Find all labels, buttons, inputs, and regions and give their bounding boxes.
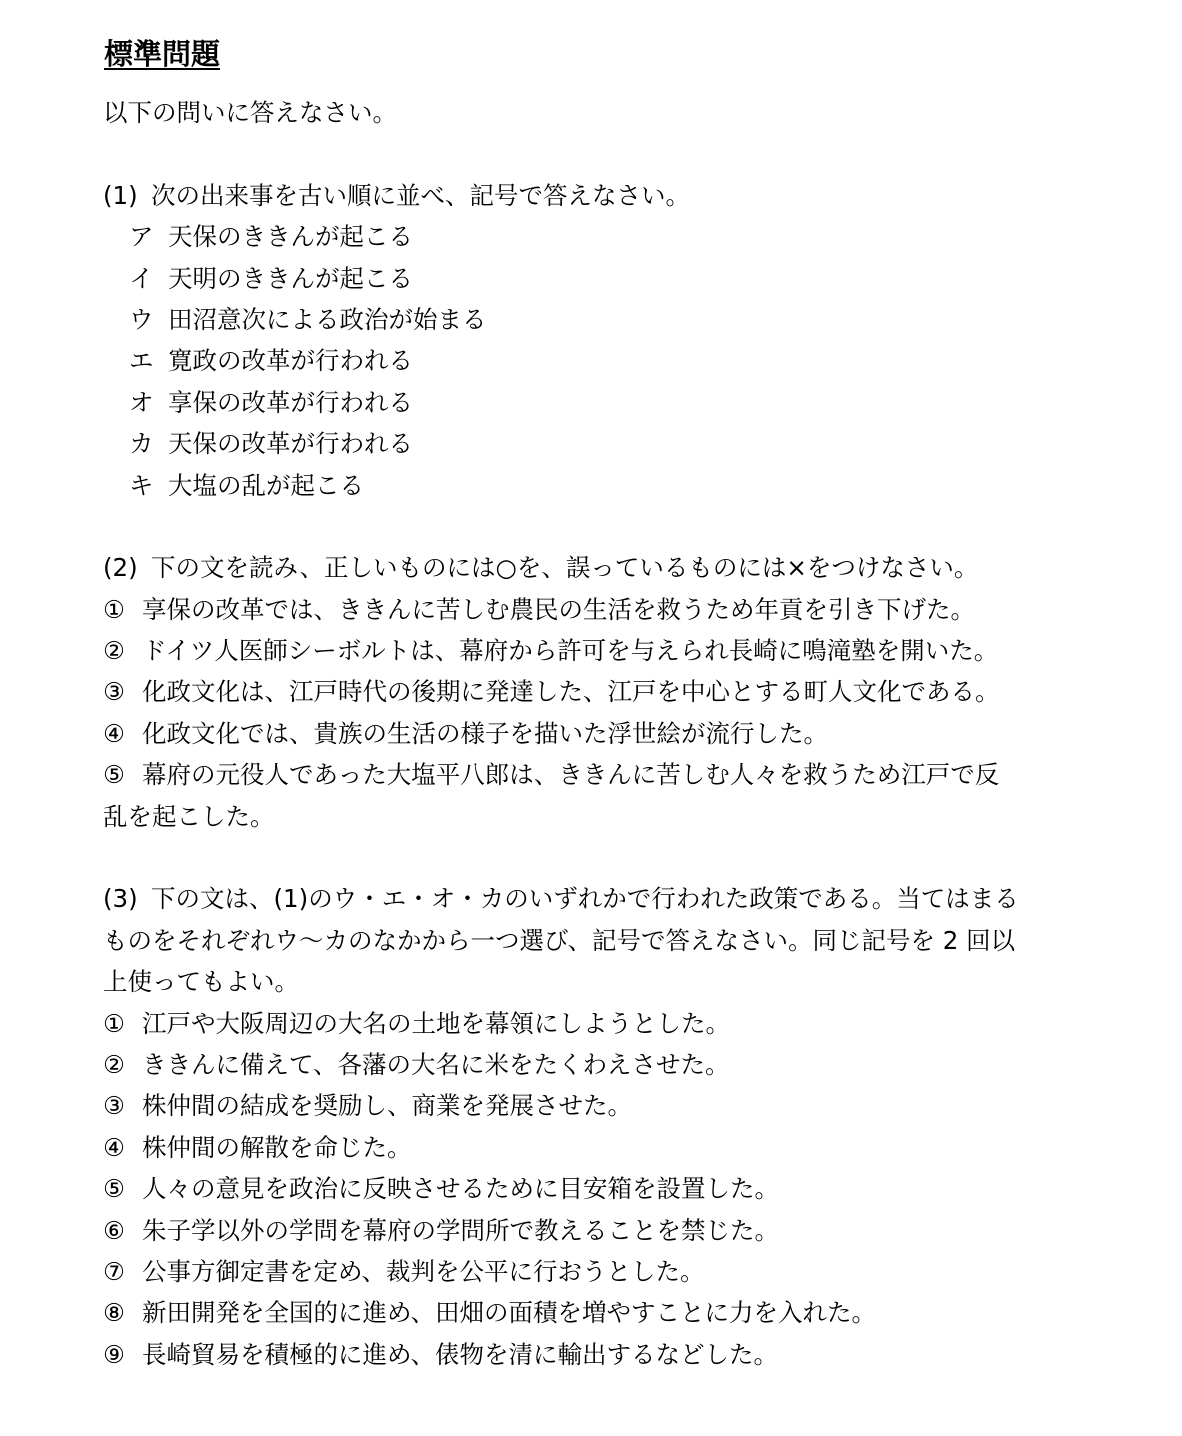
q3-statement <box>103 1334 1078 1375</box>
q3-statement-text: 新田開発を全国的に進め、田畑の面積を増やすことに力を入れた。 <box>142 1298 877 1328</box>
q2-statement-mark: ② <box>103 636 125 666</box>
q3-statement-mark: ④ <box>103 1132 125 1162</box>
q1-choice <box>103 216 1078 257</box>
q1-choice-mark: ア <box>129 222 154 252</box>
q1-choice-text: 天保のききんが起こる <box>168 222 413 252</box>
spacer <box>103 506 1078 547</box>
q2-statement <box>103 754 1078 795</box>
question-1-prompt-line <box>103 175 1078 216</box>
question-3-prompt-line-2: ものをそれぞれウ〜カのなかから一つ選び、記号で答えなさい。同じ記号を 2 回以 <box>103 925 1016 955</box>
q3-statement-text: 株仲間の解散を命じた。 <box>142 1132 412 1162</box>
q3-statement <box>103 1251 1078 1292</box>
q3-statement-mark: ⑤ <box>103 1174 125 1204</box>
q2-statement-mark: ① <box>103 594 125 624</box>
q2-statement <box>103 671 1078 712</box>
q2-statement-mark: ⑤ <box>103 760 125 790</box>
q1-choice-mark: オ <box>129 387 154 417</box>
q1-choice <box>103 465 1078 506</box>
question-1 <box>103 175 1078 506</box>
question-2 <box>103 547 1078 837</box>
q2-statement <box>103 713 1078 754</box>
q3-statement-mark: ⑥ <box>103 1215 125 1245</box>
q3-statement-text: 朱子学以外の学問を幕府の学問所で教えることを禁じた。 <box>142 1215 779 1245</box>
q1-choice <box>103 382 1078 423</box>
q3-statement-mark: ② <box>103 1049 125 1079</box>
q3-statement <box>103 1127 1078 1168</box>
q1-choice-mark: ウ <box>129 304 154 334</box>
question-2-prompt-line <box>103 547 1078 588</box>
q3-statement <box>103 1168 1078 1209</box>
q2-statement-text: 享保の改革では、ききんに苦しむ農民の生活を救うため年貢を引き下げた。 <box>142 594 975 624</box>
q2-statement-text: 化政文化は、江戸時代の後期に発達した、江戸を中心とする町人文化である。 <box>142 677 1000 707</box>
question-1-label: (1) <box>103 180 138 210</box>
question-3-prompt: 下の文は、(1)のウ・エ・オ・カのいずれかで行われた政策である。当てはまる <box>151 884 1019 914</box>
q1-choice-text: 田沼意次による政治が始まる <box>168 304 487 334</box>
q3-statement-text: 長崎貿易を積極的に進め、俵物を清に輸出するなどした。 <box>142 1339 779 1369</box>
q3-statement <box>103 1003 1078 1044</box>
q1-choice <box>103 258 1078 299</box>
q2-statement-mark: ④ <box>103 718 125 748</box>
q1-choice-mark: エ <box>129 346 154 376</box>
worksheet-content <box>103 92 1078 1375</box>
q1-choice-text: 寛政の改革が行われる <box>168 346 413 376</box>
q3-statement <box>103 1210 1078 1251</box>
q2-statement-text: ドイツ人医師シーボルトは、幕府から許可を与えられ長崎に鳴滝塾を開いた。 <box>142 636 999 666</box>
q1-choice-text: 天保の改革が行われる <box>168 429 413 459</box>
q3-statement-mark: ⑨ <box>103 1339 125 1369</box>
spacer <box>103 837 1078 878</box>
spacer <box>103 133 1078 174</box>
q2-statement <box>103 589 1078 630</box>
q2-statement-continuation: 乱を起こした。 <box>103 801 275 831</box>
q3-statement-mark: ⑦ <box>103 1256 125 1286</box>
q2-statement-text: 幕府の元役人であった大塩平八郎は、ききんに苦しむ人々を救うため江戸で反 <box>142 760 1000 790</box>
q3-statement-text: ききんに備えて、各藩の大名に米をたくわえさせた。 <box>142 1049 730 1079</box>
q1-choice-text: 天明のききんが起こる <box>168 263 413 293</box>
q1-choice <box>103 340 1078 381</box>
q1-choice <box>103 423 1078 464</box>
instruction-text: 以下の問いに答えなさい。 <box>103 98 397 127</box>
q1-choice-mark: キ <box>129 470 154 500</box>
q1-choice <box>103 299 1078 340</box>
q3-statement-mark: ① <box>103 1008 125 1038</box>
q3-statement <box>103 1044 1078 1085</box>
q3-statement-mark: ③ <box>103 1091 125 1121</box>
q3-statement-text: 江戸や大阪周辺の大名の土地を幕領にしようとした。 <box>142 1008 730 1038</box>
q2-statement-text: 化政文化では、貴族の生活の様子を描いた浮世絵が流行した。 <box>142 718 828 748</box>
q3-statement <box>103 1085 1078 1126</box>
page-title: 標準問題 <box>104 37 221 71</box>
question-3 <box>103 878 1078 1375</box>
q1-choice-mark: イ <box>129 263 154 293</box>
q1-choice-mark: カ <box>129 429 154 459</box>
q2-statement <box>103 630 1078 671</box>
q2-statement-mark: ③ <box>103 677 125 707</box>
question-3-label: (3) <box>103 884 138 914</box>
q3-statement-text: 人々の意見を政治に反映させるために目安箱を設置した。 <box>142 1174 779 1204</box>
q3-statement-text: 株仲間の結成を奨励し、商業を発展させた。 <box>142 1091 632 1121</box>
q1-choice-text: 享保の改革が行われる <box>168 387 413 417</box>
question-1-prompt: 次の出来事を古い順に並べ、記号で答えなさい。 <box>151 180 690 210</box>
question-3-prompt-line <box>103 878 1078 919</box>
question-2-label: (2) <box>103 553 138 583</box>
question-2-prompt: 下の文を読み、正しいものには○を、誤っているものには×をつけなさい。 <box>151 553 979 583</box>
q1-choice-text: 大塩の乱が起こる <box>168 470 364 500</box>
q3-statement <box>103 1292 1078 1333</box>
q3-statement-mark: ⑧ <box>103 1298 125 1328</box>
q3-statement-text: 公事方御定書を定め、裁判を公平に行おうとした。 <box>142 1256 705 1286</box>
question-3-prompt-line-3: 上使ってもよい。 <box>103 967 299 997</box>
